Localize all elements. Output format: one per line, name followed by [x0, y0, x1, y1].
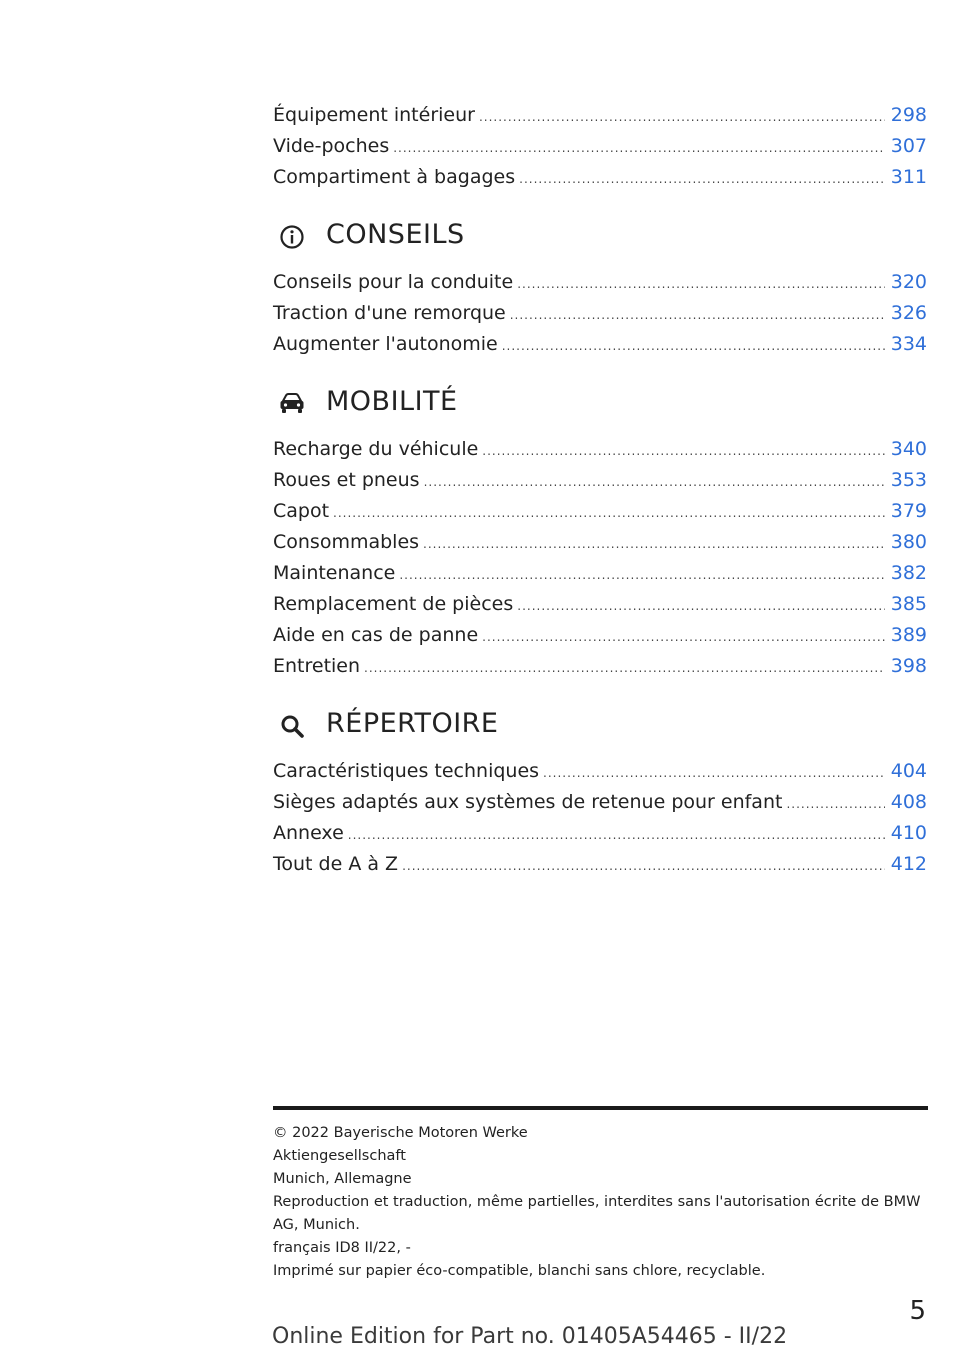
- toc-entry[interactable]: [273, 818, 927, 849]
- toc-entry-page-link[interactable]: 408: [890, 791, 927, 813]
- toc-entry-label: Caractéristiques techniques: [273, 760, 540, 782]
- toc-entry-page-link[interactable]: 320: [890, 271, 927, 293]
- dot-leader: [786, 789, 884, 820]
- dot-leader: [482, 436, 884, 467]
- toc-entry[interactable]: [273, 329, 927, 360]
- section-title: CONSEILS: [326, 219, 465, 250]
- dot-leader: [399, 560, 884, 591]
- toc-entry-page-link[interactable]: 412: [890, 853, 927, 875]
- toc-entry-label: Aide en cas de panne: [273, 624, 479, 646]
- toc-entry-page-link[interactable]: 298: [890, 104, 927, 126]
- toc-entry[interactable]: [273, 787, 927, 818]
- toc-entry-label: Sièges adaptés aux systèmes de retenue pour enfant: [273, 791, 783, 813]
- rights-notice: Reproduction et traduction, même partielles, interdites sans l'autorisation écrite de BMW AG, Munich.: [273, 1194, 921, 1233]
- online-edition-watermark: Online Edition for Part no. 01405A54465 - II/22: [272, 1324, 788, 1349]
- dot-leader: [393, 133, 885, 164]
- toc-entry-page-link[interactable]: 385: [890, 593, 927, 615]
- toc-entry[interactable]: [273, 558, 927, 589]
- toc-entry[interactable]: [273, 651, 927, 682]
- dot-leader: [502, 331, 885, 362]
- toc-entry-label: Vide-poches: [273, 135, 390, 157]
- footer-divider: [273, 1106, 928, 1110]
- toc-entry-label: Traction d'une remorque: [273, 302, 506, 324]
- section-heading-conseils: [273, 215, 927, 255]
- company-line: Aktiengesellschaft: [273, 1148, 406, 1164]
- toc-entry[interactable]: [273, 131, 927, 162]
- toc-entry-label: Maintenance: [273, 562, 396, 584]
- table-of-contents: [273, 100, 927, 880]
- toc-entry-label: Consommables: [273, 531, 420, 553]
- print-notice: Imprimé sur papier éco-compatible, blanchi sans chlore, recyclable.: [273, 1263, 766, 1279]
- toc-entry-page-link[interactable]: 326: [890, 302, 927, 324]
- dot-leader: [482, 622, 885, 653]
- dot-leader: [543, 758, 885, 789]
- toc-entry[interactable]: [273, 620, 927, 651]
- toc-entry-page-link[interactable]: 334: [890, 333, 927, 355]
- toc-entry-label: Compartiment à bagages: [273, 166, 516, 188]
- toc-entry[interactable]: [273, 527, 927, 558]
- dot-leader: [424, 467, 885, 498]
- toc-entry-page-link[interactable]: 389: [890, 624, 927, 646]
- toc-entry-page-link[interactable]: 398: [890, 655, 927, 677]
- page-number: 5: [909, 1296, 926, 1326]
- toc-entry[interactable]: [273, 589, 927, 620]
- toc-group-repertoire: [273, 756, 927, 880]
- toc-entry-label: Entretien: [273, 655, 361, 677]
- dot-leader: [364, 653, 885, 684]
- toc-entry-label: Recharge du véhicule: [273, 438, 479, 460]
- toc-entry[interactable]: [273, 756, 927, 787]
- car-icon: [277, 390, 307, 418]
- section-title: RÉPERTOIRE: [326, 708, 499, 739]
- dot-leader: [348, 820, 885, 851]
- dot-leader: [517, 591, 884, 622]
- edition-line: français ID8 II/22, -: [273, 1240, 411, 1256]
- toc-entry-label: Équipement intérieur: [273, 104, 475, 126]
- toc-group-conseils: [273, 267, 927, 360]
- toc-entry-label: Capot: [273, 500, 330, 522]
- section-heading-repertoire: [273, 704, 927, 744]
- search-icon: [277, 712, 307, 740]
- section-title: MOBILITÉ: [326, 386, 458, 417]
- toc-entry-page-link[interactable]: 311: [890, 166, 927, 188]
- toc-entry-page-link[interactable]: 382: [890, 562, 927, 584]
- toc-entry-label: Roues et pneus: [273, 469, 420, 491]
- toc-entry-label: Augmenter l'autonomie: [273, 333, 498, 355]
- dot-leader: [517, 269, 885, 300]
- dot-leader: [519, 164, 885, 195]
- toc-entry[interactable]: [273, 162, 927, 193]
- toc-entry-page-link[interactable]: 404: [890, 760, 927, 782]
- toc-entry-page-link[interactable]: 410: [890, 822, 927, 844]
- city-line: Munich, Allemagne: [273, 1171, 412, 1187]
- dot-leader: [423, 529, 885, 560]
- dot-leader: [333, 498, 885, 529]
- toc-entry-label: Annexe: [273, 822, 344, 844]
- toc-entry[interactable]: [273, 465, 927, 496]
- section-heading-mobilite: [273, 382, 927, 422]
- copyright-line: © 2022 Bayerische Motoren Werke: [273, 1125, 528, 1141]
- dot-leader: [510, 300, 885, 331]
- toc-entry[interactable]: [273, 434, 927, 465]
- toc-entry[interactable]: [273, 267, 927, 298]
- toc-group-mobilite: [273, 434, 927, 682]
- toc-entry[interactable]: [273, 298, 927, 329]
- dot-leader: [402, 851, 885, 882]
- toc-entry-label: Conseils pour la conduite: [273, 271, 514, 293]
- toc-entry-page-link[interactable]: 353: [890, 469, 927, 491]
- toc-entry[interactable]: [273, 849, 927, 880]
- toc-entry[interactable]: [273, 100, 927, 131]
- toc-entry-label: Tout de A à Z: [273, 853, 399, 875]
- info-icon: [277, 223, 307, 251]
- toc-entry-label: Remplacement de pièces: [273, 593, 514, 615]
- toc-entry-page-link[interactable]: 380: [890, 531, 927, 553]
- toc-group-top: [273, 100, 927, 193]
- dot-leader: [479, 102, 885, 133]
- toc-entry-page-link[interactable]: 340: [890, 438, 927, 460]
- imprint-footer: [273, 1122, 928, 1283]
- toc-entry[interactable]: [273, 496, 927, 527]
- toc-entry-page-link[interactable]: 307: [890, 135, 927, 157]
- toc-entry-page-link[interactable]: 379: [890, 500, 927, 522]
